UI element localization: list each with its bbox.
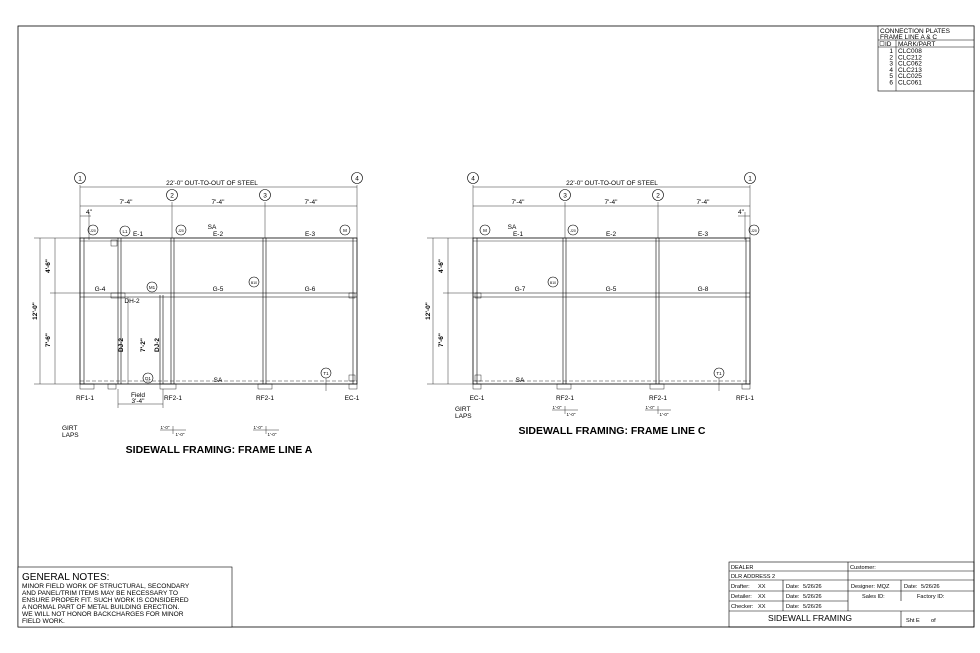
eave-member: E-1: [132, 231, 144, 238]
note-line: FIELD WORK.: [22, 618, 65, 625]
girt-laps: LAPS: [455, 413, 472, 420]
tb-designer: Designer:: [851, 584, 875, 590]
plate-id: 3: [889, 60, 893, 68]
tag-label: B10: [250, 281, 258, 285]
tb-dealer: DEALER: [731, 565, 754, 571]
plate-mark: CLC061: [898, 79, 922, 87]
plate-id: 2: [889, 54, 893, 62]
bay-dim: 7'-4": [604, 199, 618, 206]
grid-label: 2: [656, 192, 660, 200]
small-dim: 4": [738, 209, 744, 216]
grid-label: 4: [471, 175, 475, 183]
plate-mark: CLC008: [898, 48, 922, 55]
frame-c-title: SIDEWALL FRAMING: FRAME LINE C: [518, 425, 706, 437]
jamb-label: DJ-2: [118, 337, 125, 353]
plates-col-id: ID: [885, 41, 892, 48]
note-line: MINOR FIELD WORK OF STRUCTURAL, SECONDARY: [22, 583, 190, 590]
tb-date2: 5/26/26: [803, 594, 822, 600]
plates-col-mark: MARK/PART: [898, 41, 936, 48]
frame-line-c-labels: [425, 176, 757, 438]
girt-laps: LAPS: [62, 432, 79, 439]
tag-label: L1: [122, 229, 128, 234]
lap-dim: 1'-0": [253, 425, 263, 430]
height-lower: 7'-6": [438, 332, 445, 348]
sheet-border: [18, 26, 974, 627]
tb-detailer: Detailer:: [731, 594, 752, 600]
column-label: RF2-1: [163, 395, 183, 402]
tb-of: of: [931, 618, 936, 624]
frame-line-a-labels: [32, 176, 360, 457]
bay-dim: 7'-4": [511, 199, 525, 206]
girt-label: G-6: [304, 286, 316, 293]
opening-height: 7'-2": [140, 337, 147, 353]
tb-date3: 5/26/26: [803, 604, 822, 610]
lap-dim: 1'-0": [566, 412, 576, 417]
bay-dim: 7'-4": [304, 199, 318, 206]
girt-label: G-7: [514, 286, 526, 293]
height-total: 12'-0": [425, 302, 432, 320]
lap-dim: 1'-0": [175, 432, 185, 437]
header-label: DH-2: [124, 298, 140, 305]
eave-member: E-2: [605, 231, 617, 238]
tb-date: Date:: [904, 584, 918, 590]
grid-label: 1: [748, 175, 752, 183]
tag-label: M: [343, 228, 347, 233]
eave-member: E-2: [212, 231, 224, 238]
title-block: [729, 562, 974, 627]
tb-detailer-v: XX: [758, 594, 766, 600]
bay-dim: 7'-4": [696, 199, 710, 206]
column-label: RF2-1: [648, 395, 668, 402]
frame-a-title: SIDEWALL FRAMING: FRAME LINE A: [125, 444, 313, 456]
jamb-label: DJ-2: [154, 337, 161, 353]
girt-label: G-8: [697, 286, 709, 293]
plate-id: 1: [889, 48, 893, 55]
connection-plates-table: [878, 26, 974, 91]
grid-label: 4: [355, 175, 359, 183]
tb-checker-v: XX: [758, 604, 766, 610]
plates-title-1: CONNECTION PLATES: [880, 28, 950, 35]
grid-label: 3: [563, 192, 567, 200]
tb-date: Date:: [786, 594, 800, 600]
plates-title-2: FRAME LINE A & C: [880, 34, 938, 41]
column-label: RF1-1: [75, 395, 95, 402]
tb-date1: 5/26/26: [803, 584, 822, 590]
plate-mark: CLC025: [898, 73, 922, 81]
girt-label: G-4: [94, 286, 106, 293]
tag-label: T1: [323, 371, 329, 376]
column-label: RF2-1: [555, 395, 575, 402]
sa-label: SA: [207, 224, 217, 231]
girt-laps: GIRT: [455, 406, 471, 413]
tb-drafter-v: XX: [758, 584, 766, 590]
general-notes: [18, 567, 232, 627]
small-dim: 4": [86, 209, 92, 216]
girt-label: G-5: [605, 286, 617, 293]
tb-sheet-title: SIDEWALL FRAMING: [768, 613, 852, 623]
tag-label: D1: [145, 376, 151, 381]
plate-mark: CLC062: [898, 60, 922, 68]
tb-checker: Checker:: [731, 604, 754, 610]
note-line: AND PANEL/TRIM ITEMS MAY BE NECESSARY TO: [22, 590, 178, 597]
plate-id: 5: [889, 73, 893, 81]
bay-dim: 7'-4": [211, 199, 225, 206]
height-upper: 4'-6": [438, 258, 445, 274]
tb-sht: Sht E: [906, 618, 920, 624]
field-label: Field: [130, 392, 146, 399]
tag-label: T1: [716, 371, 722, 376]
grid-label: 1: [78, 175, 82, 183]
bay-dim: 7'-4": [119, 199, 133, 206]
notes-title: GENERAL NOTES:: [22, 572, 110, 583]
girt-label: G-5: [212, 286, 224, 293]
tb-drafter: Drafter:: [731, 584, 750, 590]
column-label: EC-1: [344, 395, 360, 402]
tag-label: B10: [549, 281, 557, 285]
plate-id: 6: [889, 79, 893, 87]
note-line: A NORMAL PART OF METAL BUILDING ERECTION.: [22, 604, 180, 611]
column-label: EC-1: [469, 395, 485, 402]
lap-dim: 1'-0": [659, 412, 669, 417]
lap-dim: 1'-0": [267, 432, 277, 437]
height-upper: 4'-6": [45, 258, 52, 274]
tag-label: J20: [178, 229, 184, 233]
lap-dim: 1'-0": [645, 405, 655, 410]
height-lower: 7'-6": [45, 332, 52, 348]
plate-mark: CLC213: [898, 66, 922, 74]
sa-label: SA: [213, 377, 223, 384]
tag-label: M: [483, 228, 487, 233]
tag-label: J20: [570, 229, 576, 233]
note-line: ENSURE PROPER FIT. SUCH WORK IS CONSIDERED: [22, 597, 189, 604]
eave-member: E-3: [304, 231, 316, 238]
height-total: 12'-0": [32, 302, 39, 320]
grid-label: 2: [170, 192, 174, 200]
tag-label: M1: [148, 285, 156, 290]
note-line: WE WILL NOT HONOR BACKCHARGES FOR MINOR: [22, 611, 184, 618]
opening-width: 3'-4": [131, 398, 145, 405]
column-label: RF1-1: [735, 395, 755, 402]
plate-mark: CLC212: [898, 54, 922, 62]
sa-label: SA: [515, 377, 525, 384]
tb-date4: 5/26/26: [921, 584, 940, 590]
lap-dim: 1'-0": [552, 405, 562, 410]
overall-dim: 22'-0" OUT-TO-OUT OF STEEL: [566, 180, 658, 187]
tb-designer-v: MQZ: [877, 584, 890, 590]
tb-customer: Customer:: [850, 565, 876, 571]
overall-dim: 22'-0" OUT-TO-OUT OF STEEL: [166, 180, 258, 187]
tag-label: J20: [90, 229, 96, 233]
grid-label: 3: [263, 192, 267, 200]
eave-member: E-3: [697, 231, 709, 238]
frame-line-c: [427, 173, 759, 415]
girt-laps: GIRT: [62, 425, 78, 432]
tb-address: DLR ADDRESS 2: [731, 574, 776, 580]
eave-member: E-1: [512, 231, 524, 238]
tb-date: Date:: [786, 584, 800, 590]
plate-id: 4: [889, 66, 893, 74]
tb-date: Date:: [786, 604, 800, 610]
tb-sales: Sales ID:: [862, 594, 885, 600]
lap-dim: 1'-0": [160, 425, 170, 430]
column-label: RF2-1: [255, 395, 275, 402]
tb-factory: Factory ID:: [917, 594, 945, 600]
tag-label: J20: [751, 229, 757, 233]
sa-label: SA: [507, 224, 517, 231]
